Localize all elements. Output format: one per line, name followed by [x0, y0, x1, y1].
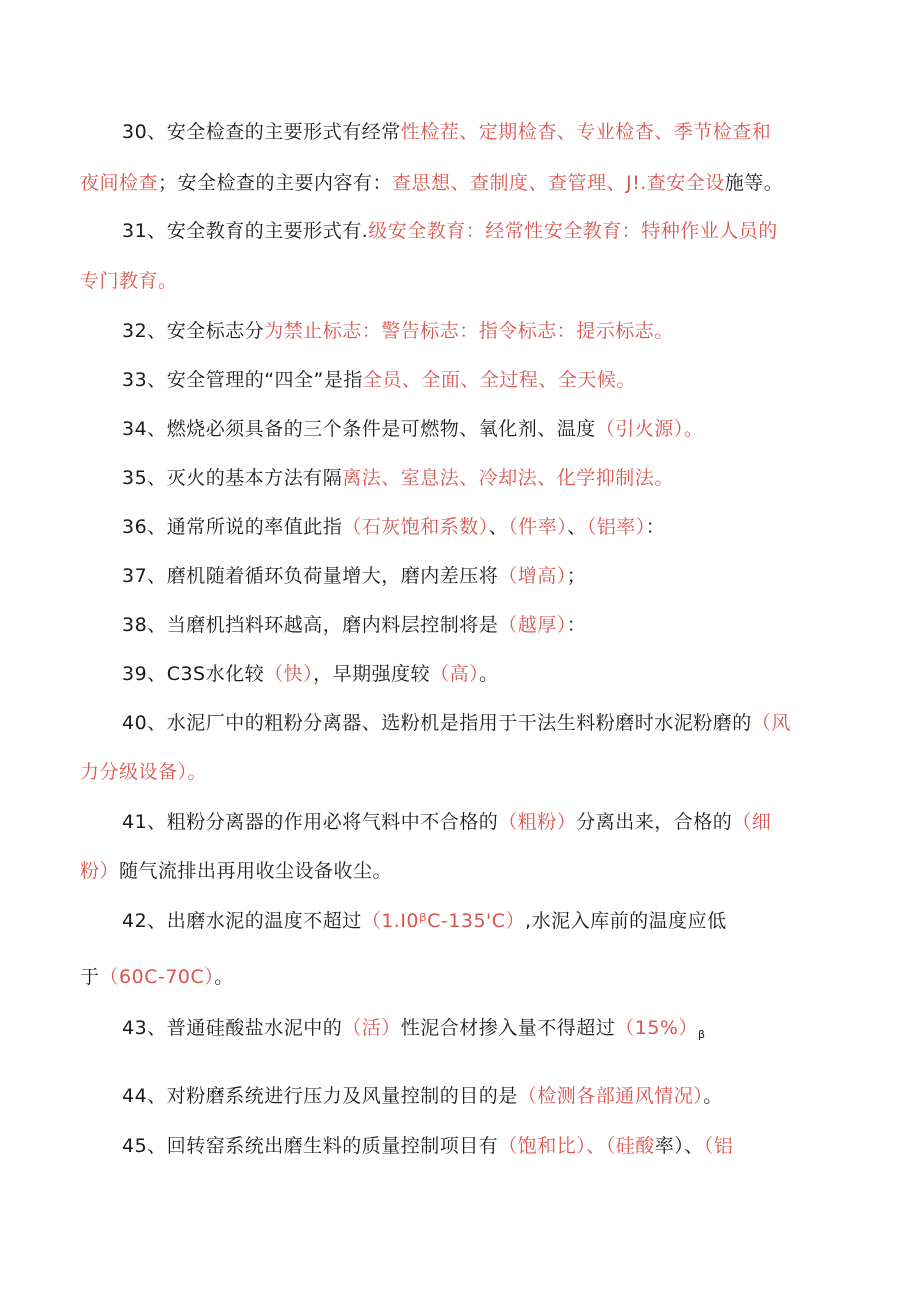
q43-line: 43、普通硅酸盐水泥中的（活）性泥合材掺入量不得超过$(15\%)_\beta$ [122, 1017, 706, 1041]
answer-text: 专门教育。 [80, 270, 178, 292]
q31-line-1: 31、安全教育的主要形式有.级安全教育：经常性安全教育：特种作业人员的 [122, 220, 778, 242]
answer-text: 离法、室息法、冷却法、化学抑制法。 [342, 467, 674, 489]
q34-line: 34、燃烧必须具备的三个条件是可燃物、氧化剂、温度（引火源）。 [122, 418, 704, 440]
answer-text: （细 [732, 811, 772, 833]
q44-line: 44、对粉磨系统进行压力及风量控制的目的是（检测各部通风情况）。 [122, 1085, 723, 1107]
q-number: 35、 [122, 467, 167, 489]
q-number: 31、 [122, 220, 167, 242]
answer-text: （引火源）。 [595, 418, 704, 440]
q35-line: 35、灭火的基本方法有隔离法、室息法、冷却法、化学抑制法。 [122, 467, 674, 489]
answer-text: （件率） [508, 516, 568, 538]
q41-line-2: 粉）随气流排出再用收尘设备收尘。 [80, 860, 393, 882]
answer-text: （快） [264, 663, 314, 685]
q-number: 43、 [122, 1017, 167, 1039]
answer-text: 查思想、查制度、查管理、J!.查安全设 [392, 172, 725, 194]
q42-line-1: 42、出磨水泥的温度不超过（1.I0ᵝC-135'C）,水泥入库前的温度应低 [122, 910, 727, 932]
answer-text: 粉） [80, 860, 120, 882]
q-number: 38、 [122, 614, 167, 636]
answer-text: （越厚） [498, 614, 567, 636]
answer-text: （活） [342, 1017, 401, 1039]
answer-text: 性检茬、定期检杳、专业检杳、季节检查和 [400, 121, 772, 143]
q33-line: 33、安全管理的“四全”是指全员、全面、全过程、全天候。 [122, 369, 636, 391]
q30-line-2: 夜间检查；安全检查的主要内容有：查思想、查制度、查管理、J!.查安全设施等。 [80, 172, 784, 194]
answer-text: 力分级设备）。 [80, 761, 208, 783]
q-number: 44、 [122, 1085, 167, 1107]
q-number: 33、 [122, 369, 167, 391]
answer-text: （风 [751, 712, 791, 734]
answer-text: （检测各部通风情况） [517, 1085, 704, 1107]
q40-line-1: 40、水泥厂中的粗粉分离器、选粉机是指用于干法生料粉磨时水泥粉磨的（风 [122, 712, 791, 734]
q-number: 30、 [122, 121, 167, 143]
answer-text: （石灰饱和系数） [342, 516, 489, 538]
answer-text: （高） [430, 663, 480, 685]
q41-line-1: 41、粗粉分离器的作用必将气料中不合格的（粗粉）分离出来，合格的（细 [122, 811, 772, 833]
answer-text: （60C-70C） [99, 966, 215, 988]
answer-text: 为禁止标志：警告标志：指令标志：提示标志。 [264, 320, 674, 342]
q30-line-1: 30、安全检查的主要形式有经常性检茬、定期检杳、专业检杳、季节检查和 [122, 121, 772, 143]
q-number: 39、 [122, 663, 167, 685]
q-number: 36、 [122, 516, 167, 538]
q-number: 34、 [122, 418, 167, 440]
q31-line-2 [80, 268, 920, 294]
q45-line: 45、回转窑系统出磨生料的质量控制项目有（饱和比）、（硅酸率）、（铝 [122, 1135, 734, 1157]
q-number: 41、 [122, 811, 167, 833]
q-number: 40、 [122, 712, 167, 734]
answer-text: （铝 [703, 1135, 734, 1157]
q42-line-2: 于（60C-70C）。 [80, 966, 234, 988]
q40-line-2 [80, 759, 920, 785]
q39-line: 39、C3S水化较（快），早期强度较（高）。 [122, 663, 499, 685]
q-number: 45、 [122, 1135, 167, 1157]
q38-line: 38、当磨机挡料环越高，磨内料层控制将是（越厚）： [122, 614, 587, 636]
answer-text: 全员、全面、全过程、全天候。 [362, 369, 636, 391]
answer-text: 夜间检查 [80, 172, 159, 194]
answer-text: （饱和比）、（硅酸 [498, 1135, 655, 1157]
answer-text: （粗粉） [498, 811, 577, 833]
q37-line: 37、磨机随着循环负荷量增大，磨内差压将（增高）； [122, 565, 587, 587]
q32-line: 32、安全标志分为禁止标志：警告标志：指令标志：提示标志。 [122, 320, 674, 342]
q-number: 32、 [122, 320, 167, 342]
q-number: 42、 [122, 910, 167, 932]
q36-line: 36、通常所说的率值此指（石灰饱和系数）、（件率）、（铝率）： [122, 516, 666, 538]
q-number: 37、 [122, 565, 167, 587]
answer-text: （增高） [498, 565, 567, 587]
answer-text: （1.I0ᵝC-135'C） [361, 910, 526, 932]
answer-text: 级安全教育：经常性安全教育：特种作业人员的 [368, 220, 778, 242]
answer-text: （铝率） [586, 516, 646, 538]
answer-text: （15%） [615, 1017, 698, 1039]
